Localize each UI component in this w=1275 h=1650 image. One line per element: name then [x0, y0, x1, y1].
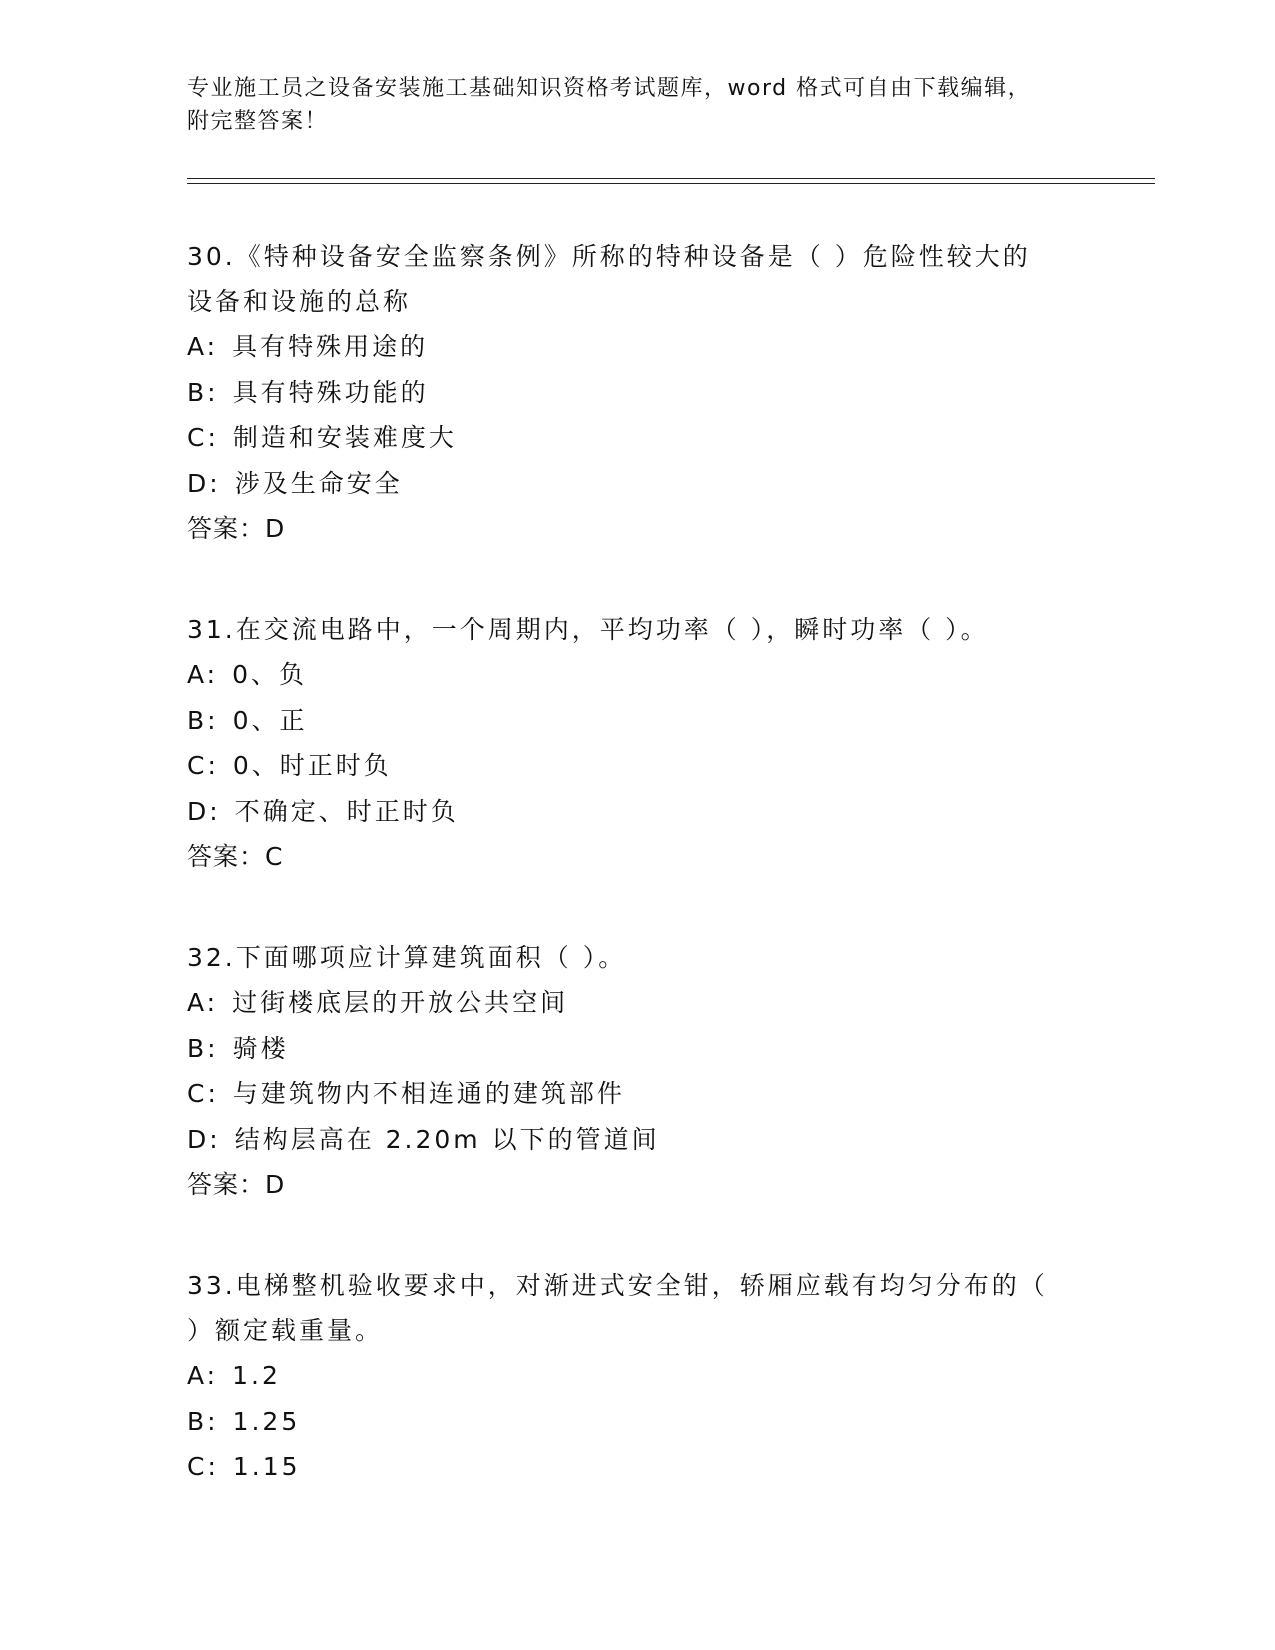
- answer-label: 答案：C: [187, 842, 284, 871]
- option-letter: B:: [187, 1033, 219, 1063]
- option-a: [187, 324, 1087, 370]
- option-b: [187, 1026, 1087, 1072]
- option-c: [187, 1444, 1087, 1490]
- option-text: 具有特殊功能的: [232, 377, 429, 407]
- option-letter: B:: [187, 377, 219, 407]
- option-b: [187, 698, 1087, 744]
- question-33: [187, 1263, 1087, 1490]
- option-letter: A:: [187, 332, 219, 361]
- option-b: [187, 1399, 1087, 1445]
- option-text: 不确定、时正时负: [234, 796, 459, 826]
- option-text: 骑楼: [232, 1033, 289, 1063]
- answer-label: 答案：D: [187, 1170, 286, 1199]
- option-letter: B:: [187, 705, 219, 735]
- option-letter: D:: [187, 796, 221, 826]
- option-a: [187, 652, 1087, 698]
- option-letter: C:: [187, 423, 219, 452]
- question-stem-line: 设备和设施的总称: [187, 287, 412, 316]
- option-a: [187, 980, 1087, 1026]
- option-text: 与建筑物内不相连通的建筑部件: [232, 1079, 625, 1108]
- option-text: 0、负: [232, 660, 307, 689]
- answer-label: 答案：D: [187, 514, 286, 543]
- header-divider-bottom: [187, 183, 1155, 184]
- header-divider-top: [187, 178, 1155, 179]
- option-text: 1.2: [232, 1361, 281, 1390]
- option-text: 过街楼底层的开放公共空间: [232, 988, 569, 1017]
- option-c: [187, 1071, 1087, 1117]
- header-line-2: 附完整答案！: [187, 109, 329, 134]
- option-letter: B:: [187, 1406, 219, 1436]
- option-text: 具有特殊用途的: [232, 332, 429, 361]
- document-header: [187, 72, 1087, 138]
- question-stem-line: 32.下面哪项应计算建筑面积（ ）。: [187, 943, 627, 972]
- option-d: [187, 461, 1087, 507]
- option-text: 0、正: [232, 705, 308, 735]
- option-text: 0、时正时负: [232, 751, 392, 780]
- option-a: [187, 1353, 1087, 1399]
- option-text: 1.15: [232, 1452, 301, 1481]
- question-stem-line: ）额定载重量。: [187, 1316, 384, 1345]
- option-b: [187, 370, 1087, 416]
- option-letter: C:: [187, 1452, 219, 1481]
- header-line-1: 专业施工员之设备安装施工基础知识资格考试题库，word 格式可自由下载编辑，: [187, 76, 1032, 101]
- option-letter: D:: [187, 468, 221, 498]
- question-31: [187, 607, 1087, 879]
- option-text: 制造和安装难度大: [232, 423, 457, 452]
- option-letter: A:: [187, 1361, 219, 1390]
- question-stem-line: 30.《特种设备安全监察条例》所称的特种设备是（ ）危险性较大的: [187, 242, 1031, 271]
- question-32: [187, 935, 1087, 1207]
- option-letter: C:: [187, 751, 219, 780]
- question-30: [187, 234, 1087, 551]
- option-text: 涉及生命安全: [234, 468, 403, 498]
- option-letter: A:: [187, 660, 219, 689]
- option-letter: C:: [187, 1079, 219, 1108]
- question-list: [187, 234, 1087, 1546]
- option-d: [187, 789, 1087, 835]
- option-letter: D:: [187, 1124, 221, 1154]
- option-text: 结构层高在 2.20m 以下的管道间: [234, 1124, 660, 1154]
- option-letter: A:: [187, 988, 219, 1017]
- question-stem-line: 31.在交流电路中，一个周期内，平均功率（ ），瞬时功率（ ）。: [187, 615, 989, 644]
- option-text: 1.25: [232, 1406, 301, 1436]
- option-c: [187, 415, 1087, 461]
- option-d: [187, 1117, 1087, 1163]
- option-c: [187, 743, 1087, 789]
- question-stem-line: 33.电梯整机验收要求中，对渐进式安全钳，轿厢应载有均匀分布的（: [187, 1271, 1048, 1300]
